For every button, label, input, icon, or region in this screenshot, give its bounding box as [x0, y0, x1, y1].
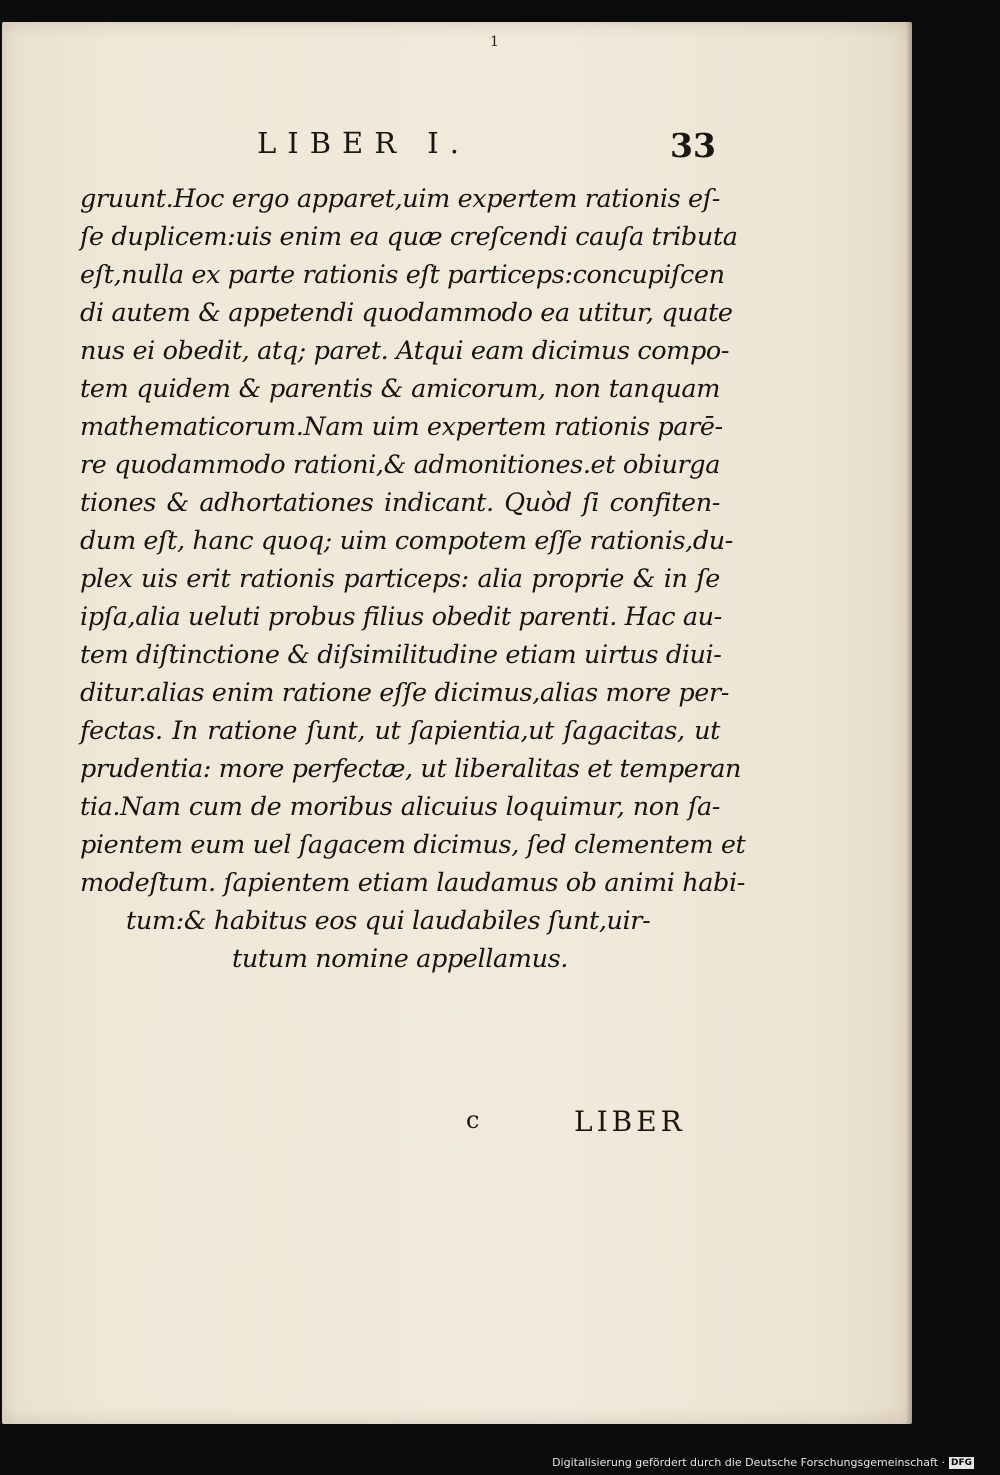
book-page: [2, 22, 912, 1424]
top-mark: 1: [490, 34, 499, 50]
running-head: LIBER I.: [257, 126, 470, 160]
text-line: tia.Nam cum de moribus alicuius loquimur, non ſa-: [80, 792, 720, 822]
text-line: di autem & appetendi quodammodo ea utitur, quate: [80, 298, 733, 328]
text-line: ſe duplicem:uis enim ea quæ creſcendi cauſa tributa: [80, 222, 738, 252]
text-line: prudentia: more perfectæ, ut liberalitas et temperan: [80, 754, 742, 784]
dfg-logo: DFG: [950, 1457, 972, 1468]
text-line: dum eſt, hanc quoq; uim compotem eſſe rationis,du-: [80, 526, 733, 556]
text-line: tum:& habitus eos qui laudabiles ſunt,uir-: [126, 906, 651, 936]
text-line: fectas. In ratione ſunt, ut ſapientia,ut ſagacitas, ut: [80, 716, 720, 746]
funding-credit-text: Digitalisierung gefördert durch die Deutsche Forschungsgemeinschaft ·: [552, 1456, 945, 1469]
text-line: re quodammodo rationi,& admonitiones.et obiurga: [80, 450, 720, 480]
catchword: LIBER: [574, 1105, 686, 1138]
text-line: modeſtum. ſapientem etiam laudamus ob animi habi-: [80, 868, 745, 898]
text-line: ditur.alias enim ratione eſſe dicimus,alias more per-: [80, 678, 729, 708]
text-line: plex uis erit rationis particeps: alia proprie & in ſe: [80, 564, 720, 594]
text-line: eſt,nulla ex parte rationis eſt particeps:concupiſcen: [80, 260, 725, 290]
text-line: tutum nomine appellamus.: [231, 944, 568, 974]
text-line: gruunt.Hoc ergo apparet,uim expertem rationis eſ-: [80, 184, 720, 214]
text-line: tiones & adhortationes indicant. Quòd ſi confiten-: [80, 488, 720, 518]
funding-credit: [552, 1456, 974, 1469]
signature-mark: c: [466, 1106, 480, 1134]
text-line: pientem eum uel ſagacem dicimus, ſed clementem et: [80, 830, 746, 860]
body-text: [80, 180, 746, 978]
text-line: tem diſtinctione & diſsimilitudine etiam uirtus diui-: [80, 640, 722, 670]
text-line: mathematicorum.Nam uim expertem rationis parē-: [80, 412, 723, 442]
text-line: nus ei obedit, atq; paret. Atqui eam dicimus compo-: [80, 336, 730, 366]
text-line: ipſa,alia ueluti probus filius obedit parenti. Hac au-: [80, 602, 722, 632]
page-number: 33: [670, 126, 716, 165]
page-edge-shadow: [906, 22, 912, 1424]
text-line: tem quidem & parentis & amicorum, non tanquam: [80, 374, 720, 404]
